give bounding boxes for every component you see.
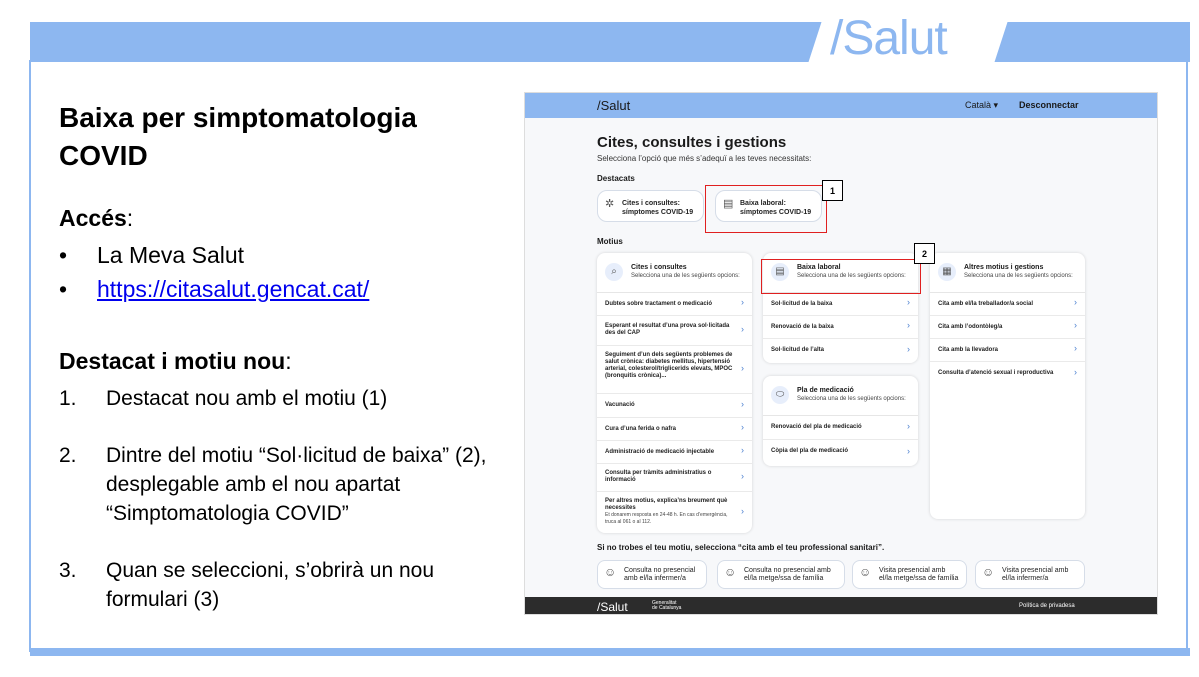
list-item[interactable]: Per altres motius, explica’ns breument què necessites Et donarem resposta en 24-48 h. En cas d’emergència, truca al 061 o al 112. ›: [605, 498, 744, 525]
app-navbar: [525, 93, 1158, 118]
professional-option[interactable]: ☺ Consulta no presencial amb el/la metge/ssa de família: [717, 560, 845, 589]
footer-logo: /Salut: [597, 600, 628, 614]
steps-list: [59, 384, 499, 642]
generalitat-logo: Generalitat de Catalunya: [652, 600, 682, 611]
header-band: [30, 22, 1190, 62]
access-heading: Accés:: [59, 205, 134, 231]
chevron-right-icon: ›: [907, 420, 910, 431]
chevron-right-icon: ›: [741, 422, 744, 432]
professional-option[interactable]: ☺ Visita presencial amb el/la metge/ssa de família: [852, 560, 967, 589]
not-found-text: Si no trobes el teu motiu, selecciona “cita amb el teu professional sanitari”.: [597, 543, 885, 552]
card-title: Cites i consultes: [631, 264, 687, 271]
chevron-right-icon: ›: [741, 470, 744, 481]
virus-icon: ✲: [605, 198, 615, 210]
access-item: • https://citasalut.gencat.cat/: [59, 276, 370, 302]
list-item[interactable]: Renovació de la baixa ›: [763, 316, 918, 339]
list-item[interactable]: Consulta d’atenció sexual i reproductiva ›: [938, 366, 1077, 377]
footer-band: [30, 648, 1190, 656]
access-list: [59, 238, 369, 306]
card-title: Altres motius i gestions: [964, 264, 1044, 271]
list-item[interactable]: Cita amb el/la treballador/a social ›: [930, 293, 1085, 316]
pill-icon: ⬭: [771, 386, 789, 404]
chevron-right-icon: ›: [741, 505, 744, 516]
list-item[interactable]: Cita amb l’odontòleg/a ›: [930, 316, 1085, 339]
document-icon: ▤: [771, 263, 789, 281]
card-title: Baixa laboral: [797, 264, 841, 271]
list-item[interactable]: Seguiment d’un dels següents problemes de salut crònica: diabetes mellitus, hipertensió arterial, colesterol/triglicerids elevats, MPOC (bronquitis crònica)... ›: [597, 346, 752, 394]
list-item[interactable]: Esperant el resultat d’una prova sol·licitada des del CAP ›: [597, 316, 752, 346]
list-item[interactable]: Dubtes sobre tractament o medicació ›: [597, 293, 752, 316]
cites-card: [597, 253, 752, 533]
salut-logo: /Salut: [830, 12, 947, 65]
calendar-icon: ▦: [938, 263, 956, 281]
list-item[interactable]: Renovació del pla de medicació ›: [763, 416, 918, 440]
citasalut-link[interactable]: https://citasalut.gencat.cat/: [97, 276, 370, 302]
page-subtitle: Selecciona l’opció que més s’adequï a les teves necessitats:: [597, 154, 812, 163]
highlight-heading: Destacat i motiu nou:: [59, 348, 292, 374]
person-icon: ☺: [604, 565, 617, 579]
card-description: Selecciona una de les següents opcions:: [964, 273, 1073, 279]
featured-cites-covid[interactable]: ✲ Cites i consultes: símptomes COVID-19: [597, 190, 704, 222]
callout-number-2: 2: [914, 243, 935, 264]
chevron-right-icon: ›: [907, 446, 910, 456]
chevron-right-icon: ›: [1074, 343, 1077, 353]
featured-heading: Destacats: [597, 174, 635, 183]
professional-option[interactable]: ☺ Visita presencial amb el/la infermer/a: [975, 560, 1085, 589]
access-item: • La Meva Salut: [59, 242, 245, 268]
card-description: Selecciona una de les següents opcions:: [797, 396, 906, 402]
list-item[interactable]: Vacunació ›: [597, 394, 752, 418]
app-logo[interactable]: /Salut: [597, 98, 631, 113]
list-item[interactable]: Sol·licitud de la baixa ›: [763, 293, 918, 316]
app-footer: [525, 597, 1158, 615]
document-icon: ▤: [723, 198, 734, 210]
person-icon: ☺: [724, 565, 737, 579]
person-icon: ☺: [982, 565, 995, 579]
professional-option[interactable]: ☺ Consulta no presencial amb el/la infermer/a: [597, 560, 707, 589]
frame-left-border: [29, 60, 31, 652]
step-item: 3. Quan se seleccioni, s’obrirà un nou formulari (3): [59, 559, 435, 611]
chevron-right-icon: ›: [741, 362, 744, 373]
step-item: 2. Dintre del motiu “Sol·licitud de baixa” (2), desplegable amb el nou apartat “Simptomatologia COVID”: [59, 444, 487, 525]
callout-box-2: [761, 259, 921, 294]
list-item[interactable]: Sol·licitud de l’alta ›: [771, 344, 910, 354]
callout-box-1: [705, 185, 827, 233]
chevron-right-icon: ›: [907, 344, 910, 354]
chevron-right-icon: ›: [1074, 297, 1077, 307]
app-screenshot: [524, 92, 1158, 615]
page-title: Cites, consultes i gestions: [597, 134, 787, 151]
step-item: 1. Destacat nou amb el motiu (1): [59, 387, 388, 410]
chevron-right-icon: ›: [907, 320, 910, 330]
altres-card: [930, 253, 1085, 519]
language-selector[interactable]: Català ▾: [965, 100, 999, 110]
chevron-right-icon: ›: [1074, 366, 1077, 377]
featured-baixa-covid[interactable]: ▤ Baixa laboral: símptomes COVID-19: [715, 190, 822, 222]
person-icon: ☺: [859, 565, 872, 579]
frame-right-border: [1186, 60, 1188, 652]
chevron-right-icon: ›: [741, 323, 744, 334]
list-item[interactable]: Consulta per tràmits administratius o informació ›: [597, 464, 752, 492]
list-item[interactable]: Còpia del pla de medicació ›: [771, 446, 910, 456]
card-description: Selecciona una de les següents opcions:: [631, 273, 740, 279]
chevron-right-icon: ›: [1074, 320, 1077, 330]
search-icon: ⌕: [605, 263, 623, 281]
privacy-link[interactable]: Política de privadesa: [1019, 603, 1075, 609]
motius-heading: Motius: [597, 237, 623, 246]
list-item[interactable]: Cura d’una ferida o nafra ›: [597, 418, 752, 441]
list-item[interactable]: Cita amb la llevadora ›: [930, 339, 1085, 362]
card-title: Pla de medicació: [797, 387, 854, 394]
slide-title: Baixa per simptomatologia COVID: [59, 102, 417, 171]
list-item[interactable]: Administració de medicació injectable ›: [597, 441, 752, 464]
chevron-right-icon: ›: [741, 445, 744, 455]
chevron-right-icon: ›: [907, 297, 910, 307]
chevron-right-icon: ›: [741, 398, 744, 409]
callout-number-1: 1: [822, 180, 843, 201]
card-description: Selecciona una de les següents opcions:: [797, 273, 906, 279]
chevron-right-icon: ›: [741, 297, 744, 307]
medicacio-card: [763, 376, 918, 466]
logout-link[interactable]: Desconnectar: [1019, 100, 1079, 110]
